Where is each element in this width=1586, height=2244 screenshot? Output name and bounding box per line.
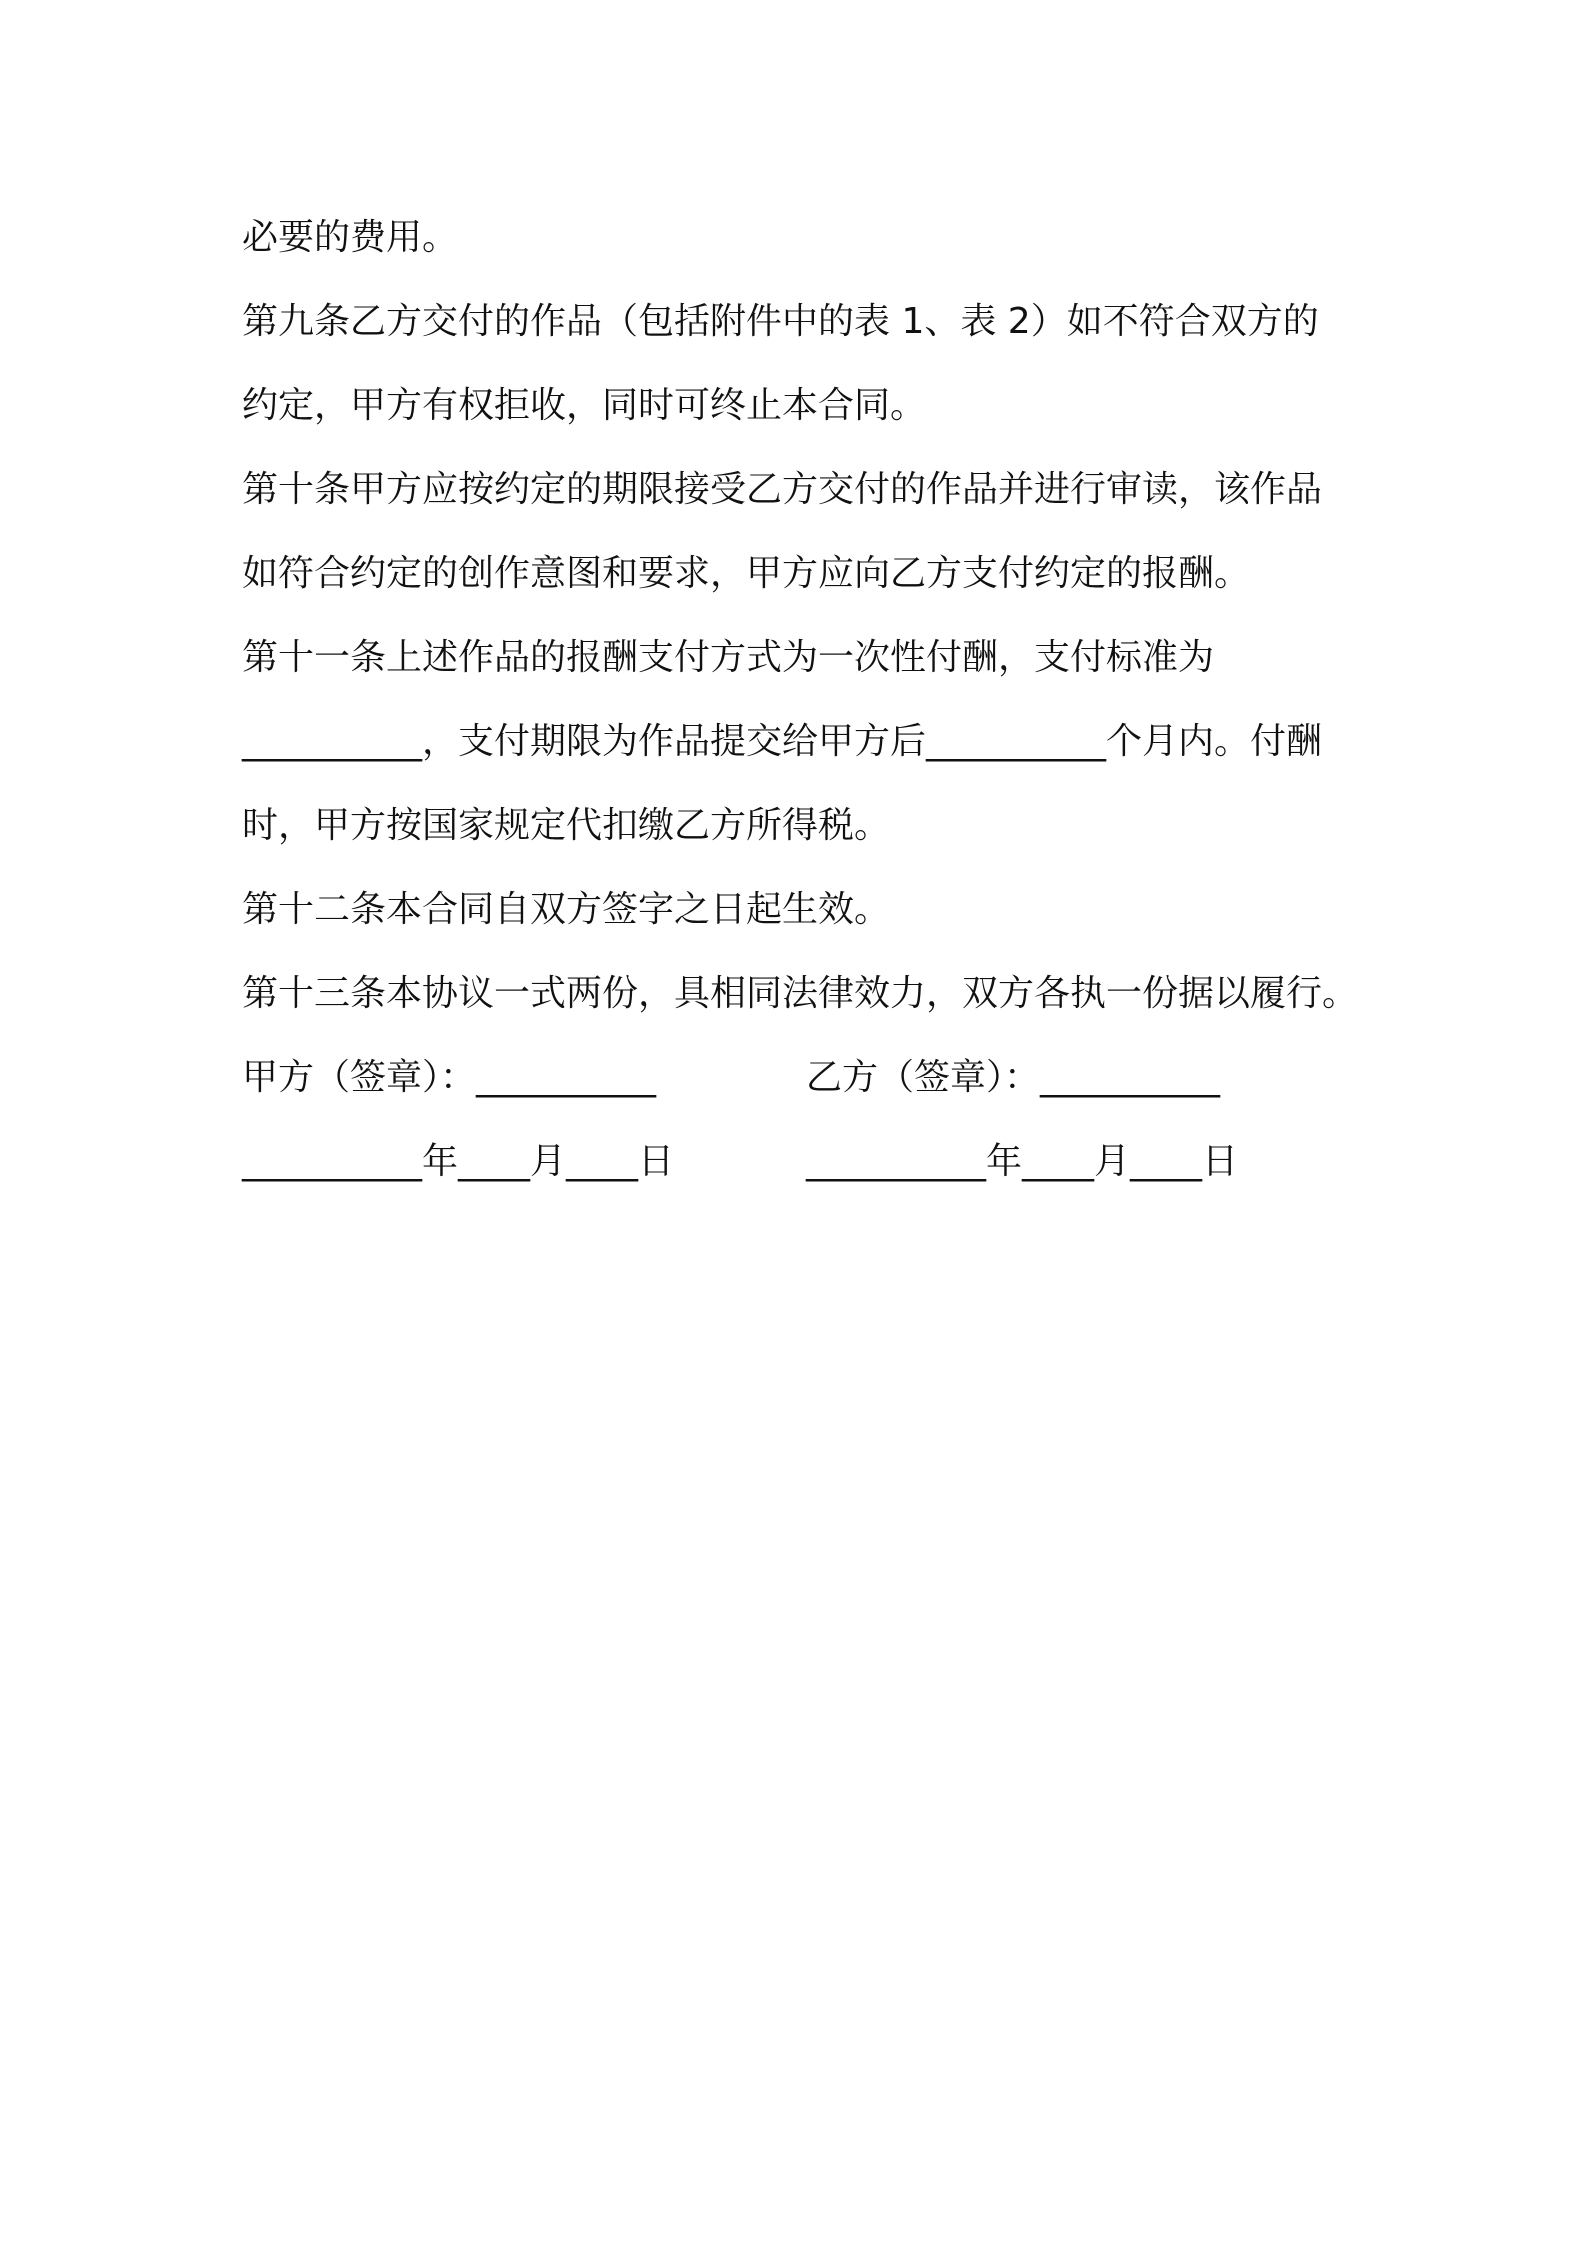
party-a-date: __________年____月____日: [242, 1141, 674, 1182]
party-b-signature: 乙方（签章）：__________: [806, 1057, 1221, 1098]
party-b-date: __________年____月____日: [806, 1141, 1238, 1182]
clause-9-line-1: 第九条乙方交付的作品（包括附件中的表 1、表 2）如不符合双方的: [242, 301, 1319, 342]
clause-10-line-1: 第十条甲方应按约定的期限接受乙方交付的作品并进行审读，该作品: [242, 469, 1323, 510]
clause-11-line-2: __________，支付期限为作品提交给甲方后__________个月内。付酬: [242, 721, 1323, 762]
clause-13: 第十三条本协议一式两份，具相同法律效力，双方各执一份据以履行。: [242, 973, 1359, 1014]
clause-12: 第十二条本合同自双方签字之日起生效。: [242, 889, 891, 930]
text-line-1: 必要的费用。: [242, 217, 459, 258]
clause-9-line-2: 约定，甲方有权拒收，同时可终止本合同。: [242, 385, 927, 426]
clause-10-line-2: 如符合约定的创作意图和要求，甲方应向乙方支付约定的报酬。: [242, 553, 1251, 594]
date-row: [242, 1120, 1362, 1204]
signature-row: [242, 1036, 1362, 1120]
document-body: [242, 196, 1362, 1204]
party-a-signature: 甲方（签章）：__________: [242, 1057, 657, 1098]
clause-11-line-1: 第十一条上述作品的报酬支付方式为一次性付酬，支付标准为: [242, 637, 1215, 678]
clause-11-line-3: 时，甲方按国家规定代扣缴乙方所得税。: [242, 805, 891, 846]
